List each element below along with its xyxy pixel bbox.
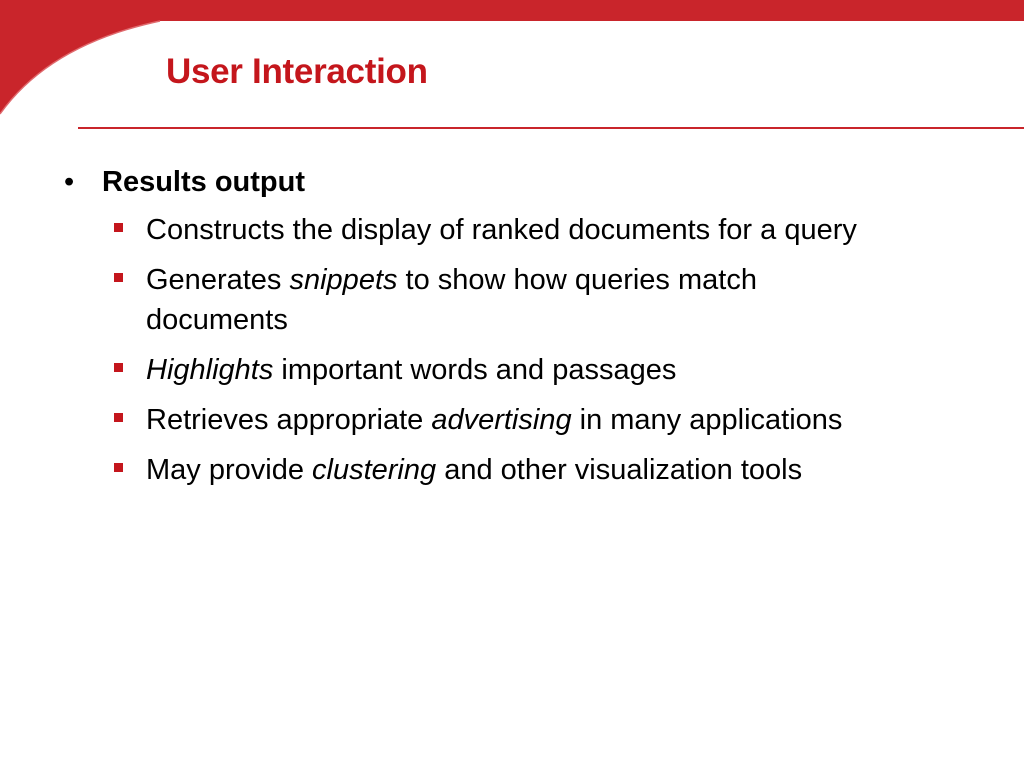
sub-bullet-item bbox=[0, 210, 906, 250]
slide-title: User Interaction bbox=[166, 52, 428, 91]
header-swoosh bbox=[0, 0, 1024, 114]
sub-bullet-item bbox=[0, 260, 906, 340]
sub-bullet-item bbox=[0, 400, 906, 440]
sub-bullet-text: Retrieves appropriate bbox=[146, 404, 432, 436]
sub-bullet-text: important words and passages bbox=[273, 354, 677, 386]
title-divider bbox=[78, 127, 1024, 129]
emphasized-text: advertising bbox=[431, 404, 572, 436]
square-bullet-icon bbox=[114, 363, 123, 372]
sub-bullet-item bbox=[0, 450, 906, 490]
bullet-marker: • bbox=[64, 166, 75, 198]
square-bullet-icon bbox=[114, 273, 123, 282]
square-bullet-icon bbox=[114, 413, 123, 422]
sub-bullet-text: to show how queries match documents bbox=[146, 264, 757, 336]
sub-bullet-text: Generates bbox=[146, 264, 290, 296]
sub-bullet-text: May provide bbox=[146, 454, 313, 486]
emphasized-text: Highlights bbox=[146, 354, 274, 386]
emphasized-text: clustering bbox=[312, 454, 437, 486]
sub-bullet-text: and other visualization tools bbox=[436, 454, 803, 486]
sub-bullet-text: in many applications bbox=[571, 404, 843, 436]
emphasized-text: snippets bbox=[289, 264, 398, 296]
sub-bullet-text: Constructs the display of ranked documents for a query bbox=[146, 214, 857, 246]
header-decoration bbox=[0, 0, 1024, 130]
sub-bullet-item bbox=[0, 350, 906, 390]
bullet-heading: Results output bbox=[102, 166, 305, 198]
sub-bullet-list bbox=[0, 210, 1024, 500]
square-bullet-icon bbox=[114, 463, 123, 472]
square-bullet-icon bbox=[114, 223, 123, 232]
